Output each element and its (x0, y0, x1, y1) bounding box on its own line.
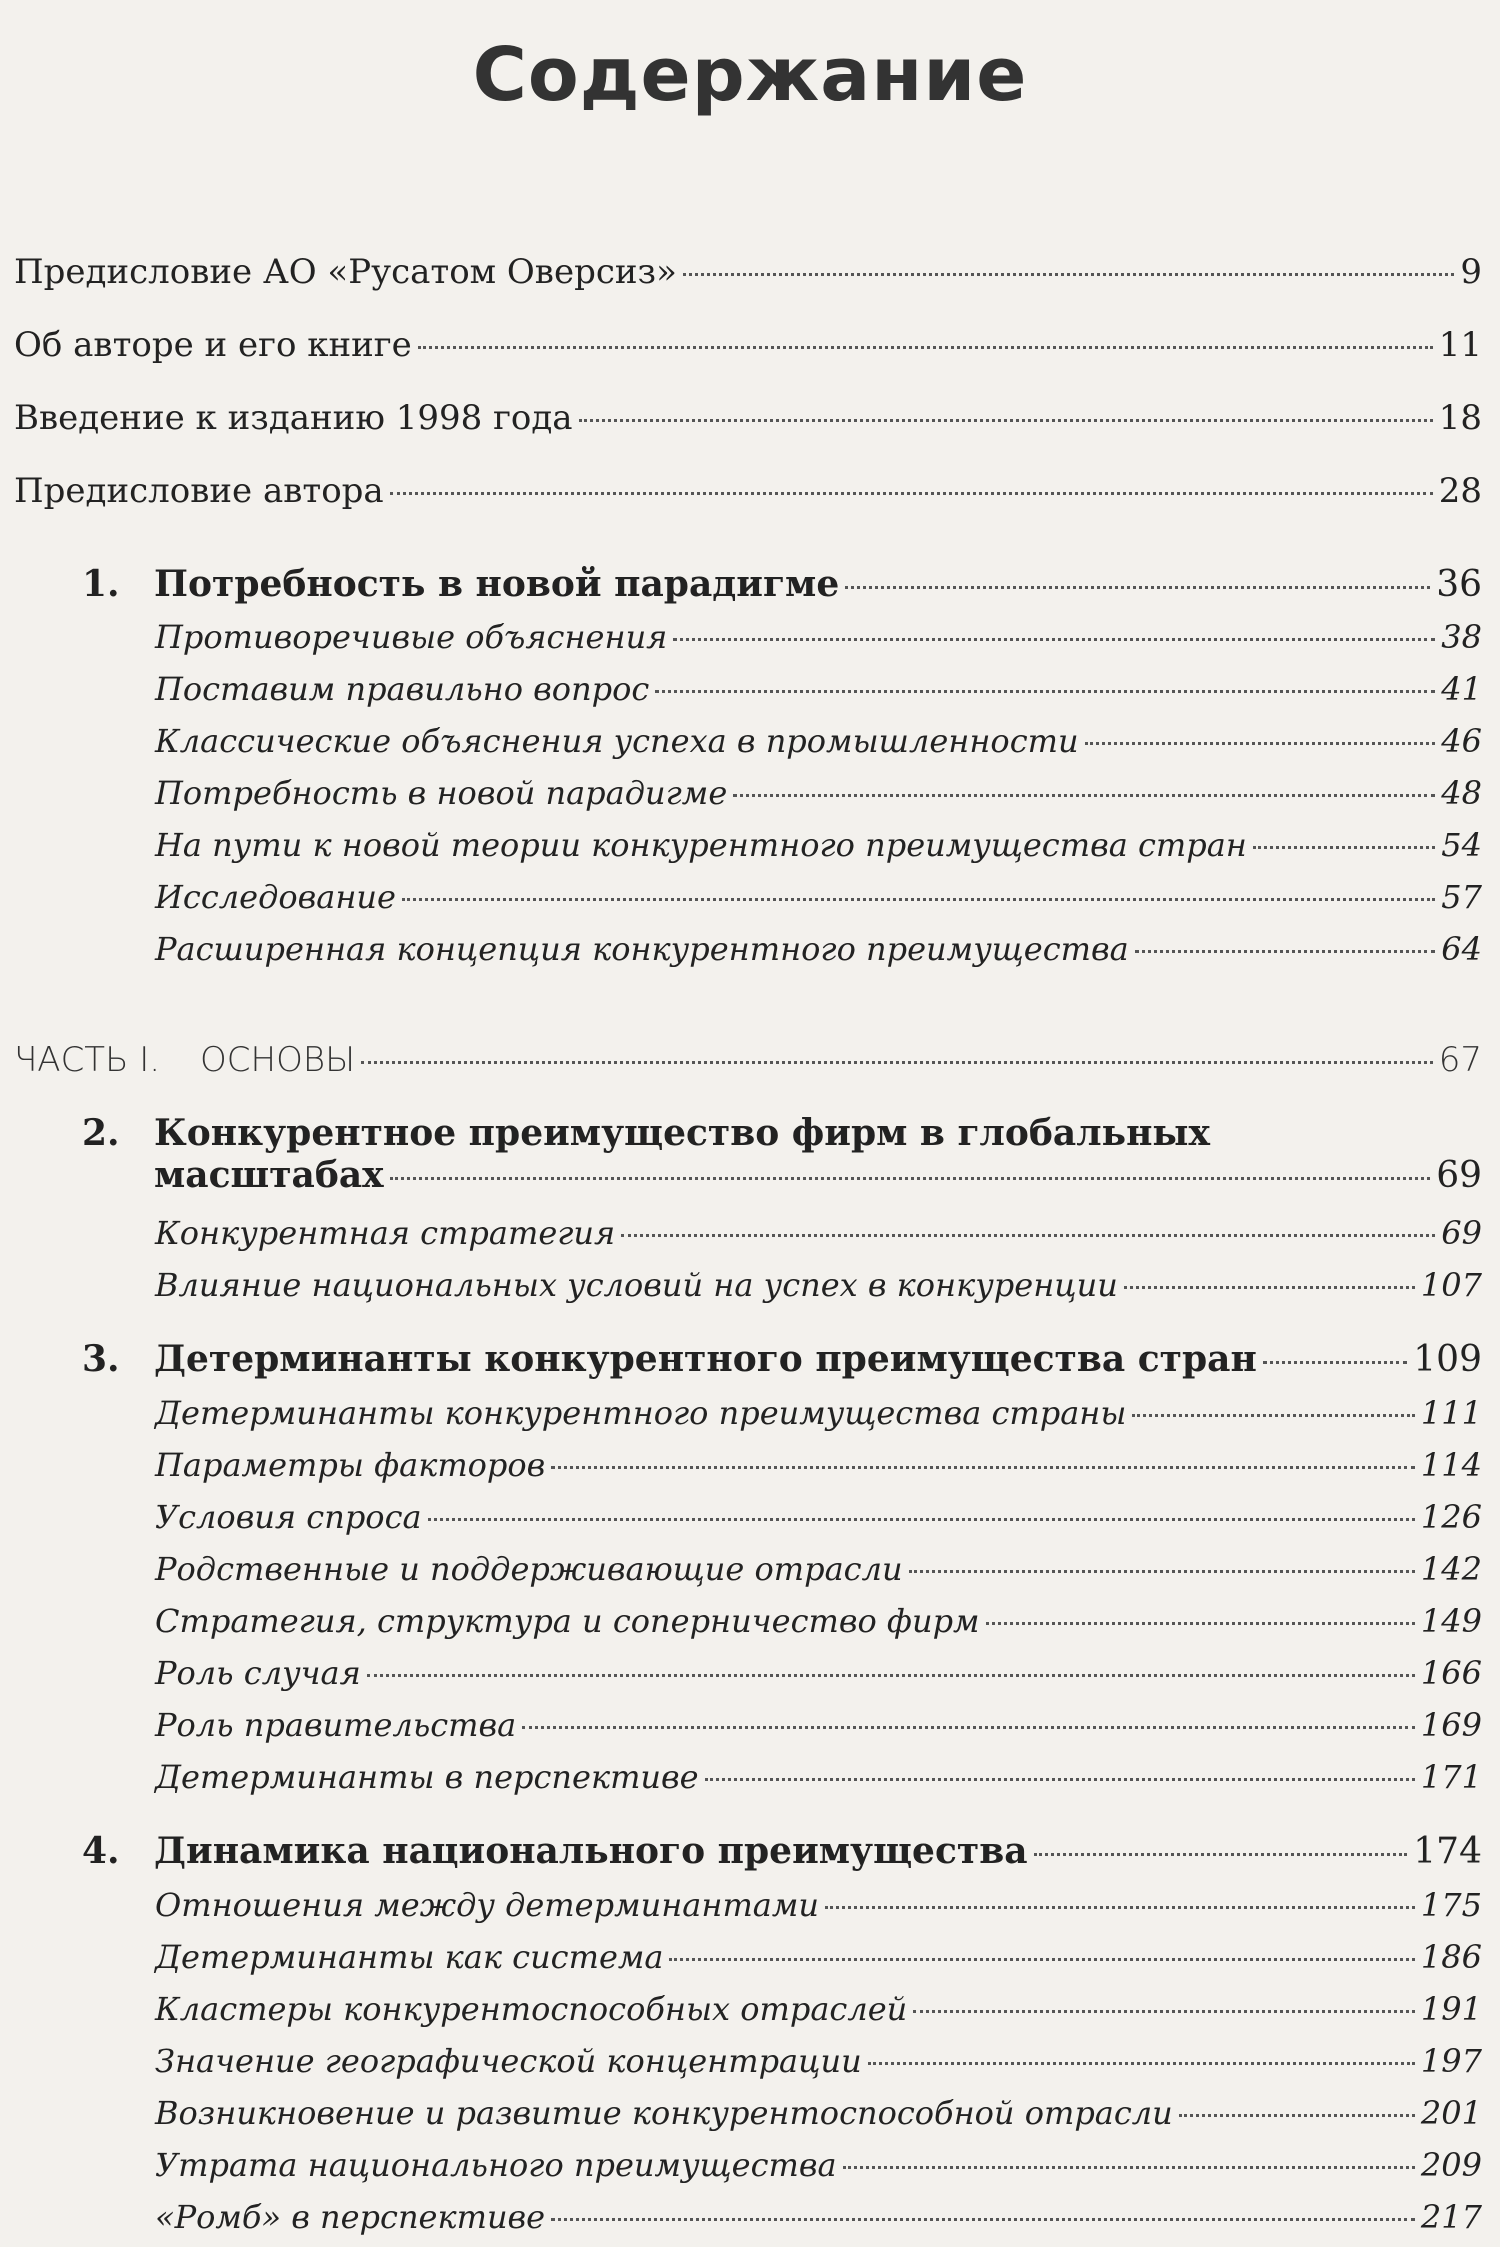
chapter-page: 36 (1436, 564, 1482, 605)
subentry-title: Роль правительства (155, 1706, 517, 1744)
subentry-title: Детерминанты конкурентного преимущества страны (155, 1394, 1127, 1432)
subentry-title: На пути к новой теории конкурентного преимущества стран (155, 826, 1247, 864)
subentry-page: 57 (1441, 878, 1482, 916)
dot-leader (733, 794, 1435, 797)
subentry-title: Отношения между детерминантами (155, 1886, 819, 1924)
dot-leader (579, 419, 1433, 422)
chapter-page: 174 (1413, 1831, 1482, 1872)
subentry-page: 197 (1420, 2042, 1482, 2080)
subentry-page: 114 (1420, 1446, 1482, 1484)
dot-leader (367, 1674, 1415, 1677)
subentry-title: Условия спроса (155, 1498, 422, 1536)
toc-chapter[interactable] (82, 1338, 1482, 1380)
toc-subentry[interactable] (155, 2198, 1482, 2236)
toc-entry-title: Введение к изданию 1998 года (14, 398, 573, 438)
dot-leader (390, 1177, 1431, 1180)
subentry-page: 48 (1441, 774, 1482, 812)
toc-subentry[interactable] (155, 1214, 1482, 1252)
toc-entry-page: 18 (1438, 398, 1482, 438)
subentry-title: Исследование (155, 878, 396, 916)
toc-subentry[interactable] (155, 1446, 1482, 1484)
toc-subentry[interactable] (155, 1498, 1482, 1536)
dot-leader (986, 1622, 1415, 1625)
subentry-page: 201 (1420, 2094, 1482, 2132)
subentry-title: Значение географической концентрации (155, 2042, 862, 2080)
dot-leader (669, 1958, 1414, 1961)
dot-leader (843, 2166, 1415, 2169)
chapter-number: 2. (82, 1112, 120, 1154)
toc-subentry[interactable] (155, 1886, 1482, 1924)
toc-entry-page: 9 (1460, 252, 1482, 292)
toc-subentry[interactable] (155, 722, 1482, 760)
subentry-page: 111 (1420, 1394, 1482, 1432)
subentry-title: Стратегия, структура и соперничество фирм (155, 1602, 980, 1640)
subentry-page: 46 (1441, 722, 1482, 760)
toc-subentry[interactable] (155, 1758, 1482, 1796)
part-page: 67 (1438, 1040, 1482, 1080)
dot-leader (683, 273, 1454, 276)
subentry-title: Противоречивые объяснения (155, 618, 668, 656)
dot-leader (551, 1466, 1415, 1469)
toc-subentry[interactable] (155, 1990, 1482, 2028)
subentry-title: «Ромб» в перспективе (155, 2198, 546, 2236)
toc-subentry[interactable] (155, 2042, 1482, 2080)
toc-entry-page: 28 (1438, 471, 1482, 511)
chapter-number: 4. (82, 1830, 120, 1872)
dot-leader (361, 1061, 1433, 1064)
toc-entry[interactable] (14, 398, 1482, 438)
dot-leader (390, 492, 1433, 495)
subentry-page: 166 (1420, 1654, 1482, 1692)
subentry-title: Детерминанты как система (155, 1938, 664, 1976)
dot-leader (522, 1726, 1415, 1729)
dot-leader (551, 2218, 1415, 2221)
subentry-title: Утрата национального преимущества (155, 2146, 837, 2184)
toc-part[interactable] (14, 1040, 1482, 1080)
toc-entry[interactable] (14, 471, 1482, 511)
dot-leader (913, 2010, 1415, 2013)
page-title: Содержание (472, 32, 1028, 118)
toc-subentry[interactable] (155, 1266, 1482, 1304)
subentry-title: Расширенная концепция конкурентного преимущества (155, 930, 1129, 968)
toc-subentry[interactable] (155, 670, 1482, 708)
toc-subentry[interactable] (155, 1394, 1482, 1432)
toc-subentry[interactable] (155, 826, 1482, 864)
subentry-page: 191 (1420, 1990, 1482, 2028)
chapter-title-line1: Конкурентное преимущество фирм в глобальных (154, 1112, 1210, 1154)
toc-entry[interactable] (14, 252, 1482, 292)
subentry-page: 107 (1420, 1266, 1482, 1304)
dot-leader (845, 586, 1430, 589)
chapter-number: 3. (82, 1338, 120, 1380)
dot-leader (825, 1906, 1415, 1909)
subentry-title: Влияние национальных условий на успех в конкуренции (155, 1266, 1118, 1304)
dot-leader (402, 898, 1435, 901)
dot-leader (1034, 1853, 1408, 1856)
toc-subentry[interactable] (155, 774, 1482, 812)
subentry-title: Родственные и поддерживающие отрасли (155, 1550, 903, 1588)
subentry-title: Роль случая (155, 1654, 361, 1692)
dot-leader (705, 1778, 1415, 1781)
dot-leader (1135, 950, 1436, 953)
dot-leader (1132, 1414, 1415, 1417)
dot-leader (1179, 2114, 1415, 2117)
subentry-page: 186 (1420, 1938, 1482, 1976)
dot-leader (1085, 742, 1436, 745)
toc-chapter[interactable] (82, 1830, 1482, 1872)
dot-leader (1124, 1286, 1415, 1289)
toc-chapter[interactable] (82, 1112, 1482, 1196)
toc-subentry[interactable] (155, 1550, 1482, 1588)
subentry-page: 142 (1420, 1550, 1482, 1588)
subentry-page: 54 (1441, 826, 1482, 864)
dot-leader (1263, 1361, 1407, 1364)
subentry-title: Конкурентная стратегия (155, 1214, 616, 1252)
subentry-page: 69 (1441, 1214, 1482, 1252)
subentry-page: 38 (1441, 618, 1482, 656)
toc-chapter[interactable] (82, 563, 1482, 605)
subentry-page: 209 (1420, 2146, 1482, 2184)
subentry-page: 149 (1420, 1602, 1482, 1640)
toc-entry-title: Предисловие АО «Русатом Оверсиз» (14, 252, 677, 292)
chapter-title: Динамика национального преимущества (154, 1830, 1028, 1872)
subentry-page: 171 (1420, 1758, 1482, 1796)
subentry-title: Возникновение и развитие конкурентоспособной отрасли (155, 2094, 1173, 2132)
toc-subentry[interactable] (155, 1706, 1482, 1744)
toc-entry-title: Об авторе и его книге (14, 325, 412, 365)
toc-subentry[interactable] (155, 2146, 1482, 2184)
subentry-title: Детерминанты в перспективе (155, 1758, 699, 1796)
subentry-page: 175 (1420, 1886, 1482, 1924)
subentry-title: Кластеры конкурентоспособных отраслей (155, 1990, 908, 2028)
toc-subentry[interactable] (155, 930, 1482, 968)
toc-entry-page: 11 (1438, 325, 1482, 365)
subentry-page: 64 (1441, 930, 1482, 968)
toc-subentry[interactable] (155, 878, 1482, 916)
subentry-page: 126 (1420, 1498, 1482, 1536)
subentry-page: 217 (1420, 2198, 1482, 2236)
subentry-title: Классические объяснения успеха в промышленности (155, 722, 1079, 760)
part-title: ОСНОВЫ (200, 1040, 356, 1080)
dot-leader (428, 1518, 1415, 1521)
subentry-title: Поставим правильно вопрос (155, 670, 650, 708)
chapter-title: Детерминанты конкурентного преимущества стран (154, 1338, 1257, 1380)
dot-leader (909, 1570, 1415, 1573)
toc-subentry[interactable] (155, 618, 1482, 656)
chapter-number: 1. (82, 563, 120, 605)
dot-leader (655, 690, 1435, 693)
toc-subentry[interactable] (155, 2094, 1482, 2132)
dot-leader (418, 346, 1433, 349)
part-label: ЧАСТЬ I. (14, 1040, 161, 1080)
dot-leader (868, 2062, 1415, 2065)
subentry-page: 169 (1420, 1706, 1482, 1744)
chapter-title-line2: масштабах (154, 1154, 384, 1196)
chapter-page: 69 (1436, 1155, 1482, 1196)
dot-leader (621, 1234, 1435, 1237)
subentry-title: Потребность в новой парадигме (155, 774, 728, 812)
chapter-page: 109 (1413, 1339, 1482, 1380)
toc-subentry[interactable] (155, 1654, 1482, 1692)
chapter-title: Потребность в новой парадигме (154, 563, 840, 605)
dot-leader (673, 638, 1435, 641)
toc-entry-title: Предисловие автора (14, 471, 384, 511)
toc-subentry[interactable] (155, 1602, 1482, 1640)
dot-leader (1253, 846, 1435, 849)
toc-subentry[interactable] (155, 1938, 1482, 1976)
subentry-title: Параметры факторов (155, 1446, 546, 1484)
toc-entry[interactable] (14, 325, 1482, 365)
subentry-page: 41 (1441, 670, 1482, 708)
